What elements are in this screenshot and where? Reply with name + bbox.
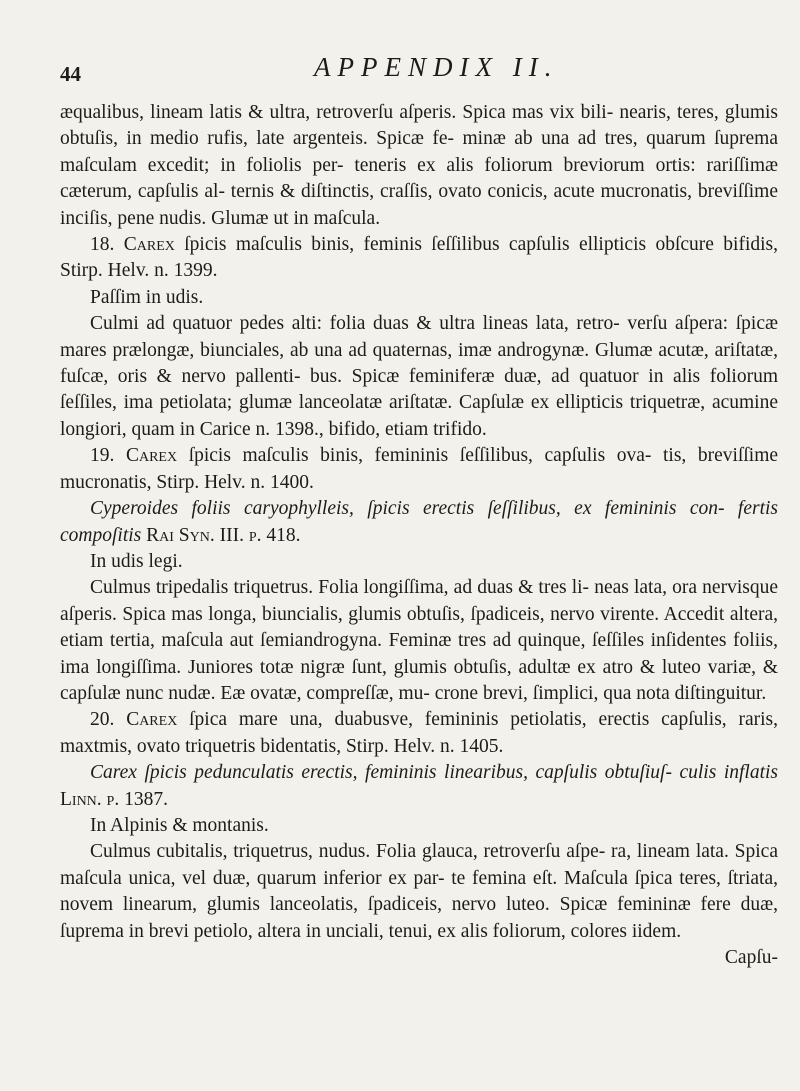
genus-name: Carex — [123, 234, 175, 256]
species-19-description: Culmus tripedalis triquetrus. Folia longiſſima, ad duas & tres li- neas lata, ora nervisque aſperis. Spica mas longa, biuncialis, glumis obtuſis, ſpadiceis, nervo virente. Accedit altera, etiam tertia, maſcula aut ſemiandrogyna. Feminæ tres ad quinque, ſeſſiles inſidentes foliis, ima longiſſima. Juniores totæ nigræ ſunt, glumis obtuſis, adultæ ex atro & luteo variæ, & capſulæ nunc nudæ. Eæ ovatæ, compreſſæ, mu- crone brevi, ſimplici, qua nota diſtinguitur. — [60, 577, 778, 704]
species-18-description: Culmi ad quatuor pedes alti: folia duas & ultra lineas lata, retro- verſu aſpera: ſpicæ mares prælongæ, biunciales, ab una ad quaternas, imæ androgynæ. Glumæ acutæ, ariſtatæ, fuſcæ, oris & nervo pallenti- bus. Spicæ feminiferæ duæ, ad quatuor in alis foliorum ſeſſiles, ima petiolata; glumæ lanceolatæ ariſtatæ. Capſulæ ex ellipticis triquetræ, acumine longiori, quam in Carice n. 1398., bifido, etiam trifido. — [60, 313, 778, 440]
species-20-description: Culmus cubitalis, triquetrus, nudus. Folia glauca, retroverſu aſpe- ra, lineam lata. Spica maſcula unica, vel duæ, quarum inferior ex par- te femina eſt. Maſcula ſpica teres, ſtriata, novem linearum, glumis lanceolatis, ſpadiceis, nervo luteo. Spicæ femininæ fere duæ, ſuprema in brevi petiolo, altera in unciali, tenui, ex alis foliorum, colores iidem. — [60, 841, 778, 942]
page-body — [60, 100, 778, 971]
page-number: 44 — [60, 62, 81, 86]
species-19-locality: In udis legi. — [90, 550, 183, 572]
species-diagnosis: ſpicis maſculis binis, femininis ſeſſilibus, capſulis ova- tis, breviſſime mucronatis, Stirp. Helv. n. 1400. — [60, 445, 779, 493]
species-diagnosis: ſpicis maſculis binis, feminis ſeſſilibus capſulis ellipticis obſcure bifidis, Stirp. Helv. n. 1399. — [60, 234, 779, 282]
synonym-reference: Linn. p. 1387. — [60, 788, 168, 810]
species-18-heading — [60, 232, 778, 285]
species-number: 19. — [90, 445, 115, 467]
paragraph-continued: æqualibus, lineam latis & ultra, retroverſu aſperis. Spica mas vix bili- nearis, teres, glumis obtuſis, in medio rufis, late argenteis. Spicæ fe- minæ ab una ad tres, quarum ſuprema maſculam excedit; in foliolis per- teneris ex alis foliorum breviorum ortis: rariſſimæ cæterum, capſulis al- ternis & diſtinctis, craſſis, ovato conicis, acute mucronatis, breviſſime inciſis, pene nudis. Glumæ ut in maſcula. — [60, 102, 778, 229]
genus-name: Carex — [126, 709, 178, 731]
species-19-synonym — [60, 496, 778, 549]
genus-name: Carex — [125, 445, 178, 467]
page-header — [60, 44, 760, 84]
synonym-text: Cyperoides foliis caryophylleis, ſpicis erectis ſeſſilibus, ex femininis con- fertis compoſitis — [60, 498, 778, 546]
synonym-text: Carex ſpicis pedunculatis erectis, femininis linearibus, capſulis obtuſiuſ- culis inflatis — [90, 762, 778, 784]
species-20-locality: In Alpinis & montanis. — [90, 814, 269, 836]
species-diagnosis: ſpica mare una, duabusve, femininis petiolatis, erectis capſulis, raris, maxtmis, ovato triquetris bidentatis, Stirp. Helv. n. 1405. — [60, 709, 778, 757]
running-head: APPENDIX II. — [314, 52, 559, 82]
species-20-heading — [60, 707, 778, 760]
species-18-locality: Paſſim in udis. — [90, 286, 204, 308]
catchword: Capſu- — [724, 947, 778, 968]
synonym-reference: Rai Syn. III. p. 418. — [146, 524, 301, 546]
species-20-synonym — [60, 760, 778, 813]
species-number: 18. — [90, 234, 115, 256]
species-19-heading — [60, 443, 778, 496]
species-number: 20. — [90, 709, 115, 731]
